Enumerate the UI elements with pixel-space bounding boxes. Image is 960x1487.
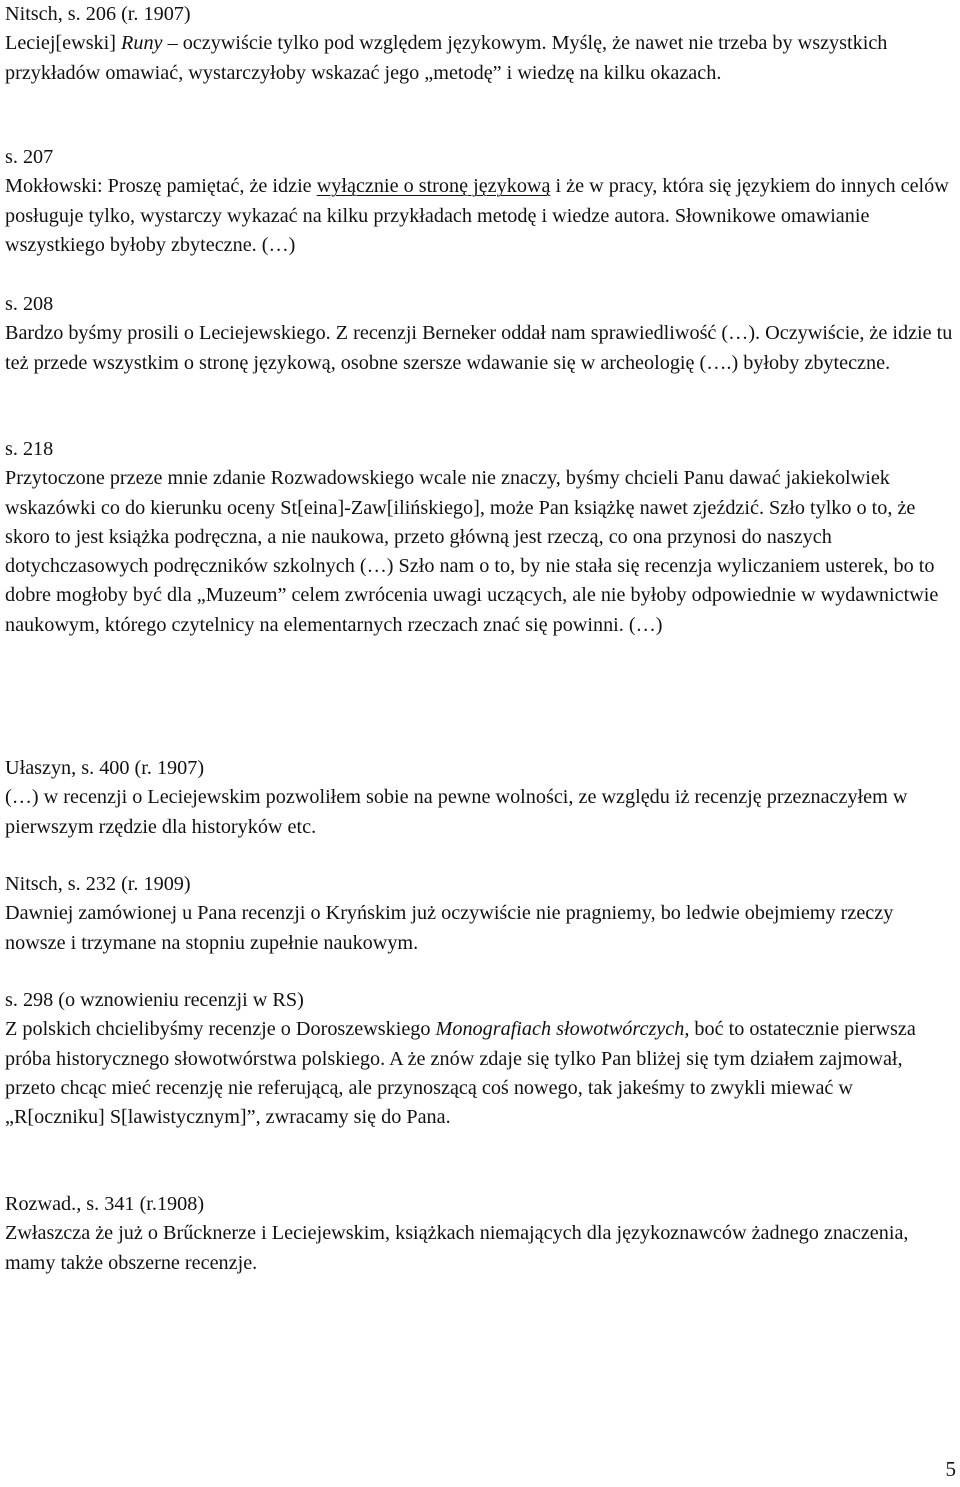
text-lead: Z polskich chcielibyśmy recenzje o Doroszewskiego bbox=[5, 1018, 436, 1041]
section-nitsch-232 bbox=[5, 870, 956, 958]
section-text: Przytoczone przeze mnie zdanie Rozwadowskiego wcale nie znaczy, byśmy chcieli Panu dawać jakiekolwiek wskazówki co do kierunku oceny St[eina]-Zaw[ilińskiego], może Pan książkę nawet zjeździć. Szło tylko o to, że skoro to jest książka podręczna, a nie naukowa, przeto główną jest rzeczą, co ona przynosi do naszych dotychczasowych podręczników szkolnych (…) Szło nam o to, by nie stała się recenzja wyliczaniem usterek, bo to dobre mogłoby być dla „Muzeum” celem zwrócenia uwagi uczących, ale nie byłoby odpowiednie w wydawnictwie naukowym, którego czytelnicy na elementarnych rzeczach znać się powinni. (…) bbox=[5, 467, 939, 636]
section-text: Zwłaszcza że już o Brűcknerze i Leciejewskim, książkach niemających dla językoznawców żadnego znaczenia, mamy także obszerne recenzje. bbox=[5, 1222, 909, 1274]
section-rozwad-341 bbox=[5, 1190, 956, 1278]
section-s207 bbox=[5, 143, 956, 260]
section-text bbox=[5, 172, 956, 260]
section-text: Bardzo byśmy prosili o Leciejewskiego. Z recenzji Berneker oddał nam sprawiedliwość (…). Oczywiście, że idzie tu też przede wszystkim o stronę językową, osobne szersze wdawanie się w archeologię (….) byłoby zbyteczne. bbox=[5, 322, 953, 374]
underlined-phrase: wyłącznie o stronę językową bbox=[316, 175, 551, 198]
text-lead: Leciej[ewski] bbox=[5, 32, 122, 55]
italic-title: Runy bbox=[121, 32, 163, 55]
section-s218 bbox=[5, 435, 956, 640]
section-text: Dawniej zamówionej u Pana recenzji o Kryńskim już oczywiście nie pragniemy, bo ledwie obejmiemy rzeczy nowsze i trzymane na stopniu zupełnie naukowym. bbox=[5, 902, 894, 954]
section-text bbox=[5, 1015, 956, 1132]
page-number: 5 bbox=[945, 1457, 956, 1481]
italic-title: Monografiach słowotwórczych, bbox=[435, 1018, 690, 1041]
section-text bbox=[5, 29, 956, 88]
section-s298 bbox=[5, 986, 956, 1132]
text-lead: Mokłowski: Proszę pamiętać, że idzie bbox=[5, 175, 317, 198]
section-heading: Nitsch, s. 206 (r. 1907) bbox=[5, 3, 191, 25]
section-s208 bbox=[5, 290, 956, 378]
text-rest: – oczywiście tylko pod względem językowym. Myślę, że nawet nie trzeba by wszystkich przykładów omawiać, wystarczyłoby wskazać jego „metodę” i wiedzę na kilku okazach. bbox=[5, 32, 888, 84]
section-heading: s. 298 (o wznowieniu recenzji w RS) bbox=[5, 989, 304, 1011]
section-heading: s. 218 bbox=[5, 438, 54, 460]
section-ulaszyn-400 bbox=[5, 754, 956, 842]
section-nitsch-206 bbox=[5, 0, 956, 88]
section-heading: s. 207 bbox=[5, 146, 54, 168]
text-rest: i że w pracy, która się językiem do innych celów posługuje tylko, wystarczy wykazać na kilku przykładach metodę i wiedze autora. Słownikowe omawianie wszystkiego byłoby zbyteczne. (…) bbox=[5, 175, 949, 256]
section-heading: Nitsch, s. 232 (r. 1909) bbox=[5, 873, 191, 895]
section-heading: Ułaszyn, s. 400 (r. 1907) bbox=[5, 757, 205, 779]
section-text: (…) w recenzji o Leciejewskim pozwoliłem sobie na pewne wolności, ze względu iż recenzję przeznaczyłem w pierwszym rzędzie dla historyków etc. bbox=[5, 786, 908, 838]
text-rest: boć to ostatecznie pierwsza próba historycznego słowotwórstwa polskiego. A że znów zdaje się tylko Pan bliżej się tym działem zajmował, przeto chcąc mieć recenzję nie referującą, ale przynoszącą coś nowego, tak jakeśmy to zwykli miewać w „R[oczniku] S[lawistycznym]”, zwracamy się do Pana. bbox=[5, 1018, 916, 1129]
section-heading: Rozwad., s. 341 (r.1908) bbox=[5, 1193, 205, 1215]
section-heading: s. 208 bbox=[5, 293, 54, 315]
